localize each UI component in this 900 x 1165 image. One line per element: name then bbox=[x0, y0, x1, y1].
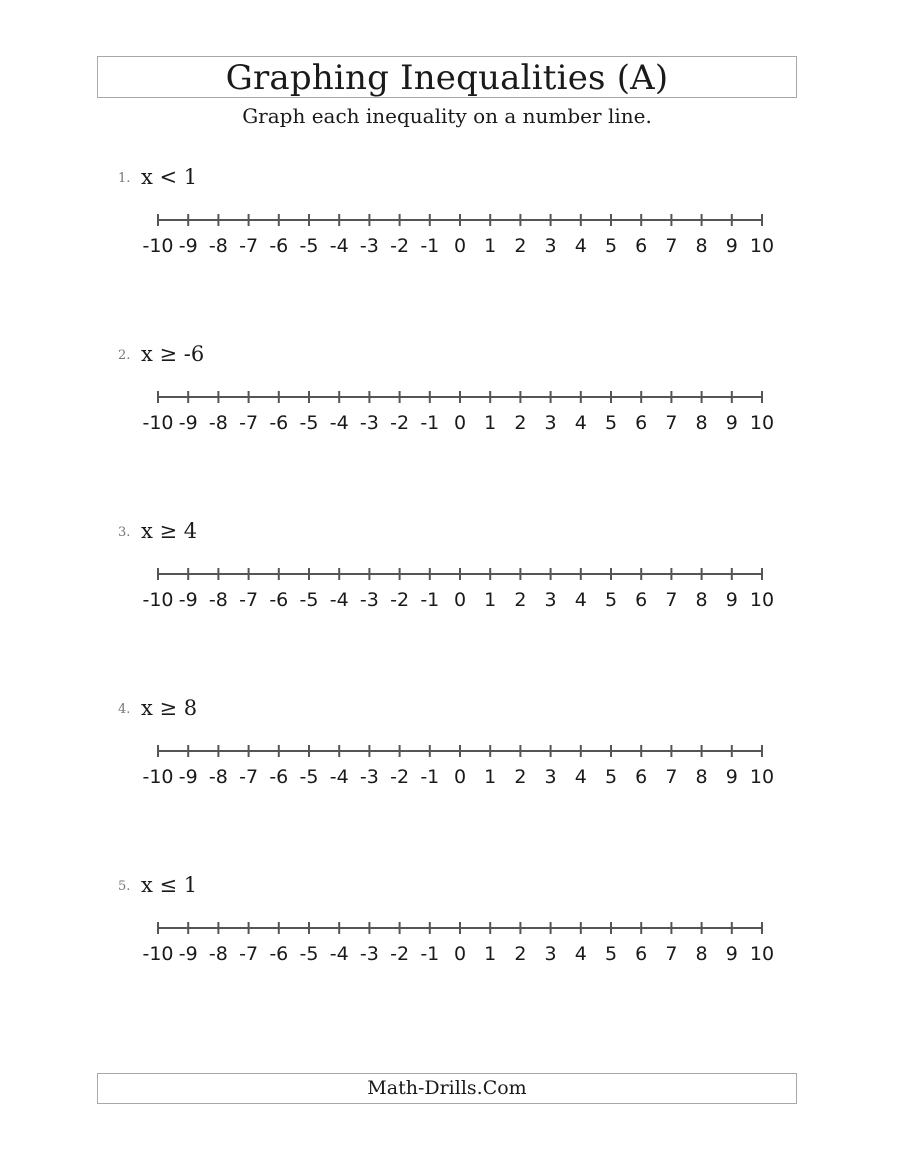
tick-label: -10 bbox=[142, 412, 174, 434]
tick-label: 3 bbox=[544, 766, 557, 788]
problem-number: 2. bbox=[118, 348, 131, 363]
inequality-expression: x ≤ 1 bbox=[141, 873, 198, 897]
number-line[interactable] bbox=[130, 735, 790, 795]
tick-label: -1 bbox=[420, 589, 440, 611]
tick-label: -9 bbox=[178, 589, 198, 611]
tick-label: 5 bbox=[604, 589, 618, 611]
footer-box bbox=[97, 1073, 797, 1104]
tick-label: -1 bbox=[420, 766, 440, 788]
worksheet-instructions: Graph each inequality on a number line. bbox=[242, 104, 652, 128]
tick-label: -7 bbox=[239, 766, 259, 788]
tick-label: 4 bbox=[574, 943, 587, 965]
tick-label: -7 bbox=[239, 589, 259, 611]
tick-label: 0 bbox=[453, 589, 467, 611]
tick-label: 4 bbox=[574, 235, 587, 257]
tick-label: -9 bbox=[178, 235, 198, 257]
tick-label: 10 bbox=[749, 412, 775, 434]
tick-label: -7 bbox=[239, 943, 259, 965]
tick-label: -8 bbox=[208, 589, 228, 611]
tick-label: -9 bbox=[178, 412, 198, 434]
tick-label: 2 bbox=[514, 766, 527, 788]
tick-label: 0 bbox=[453, 943, 467, 965]
tick-label: -6 bbox=[269, 412, 289, 434]
tick-label: -6 bbox=[269, 943, 289, 965]
tick-label: 10 bbox=[749, 235, 775, 257]
tick-label: 1 bbox=[484, 235, 497, 257]
problem-2 bbox=[0, 342, 900, 457]
title-box bbox=[97, 56, 797, 98]
tick-label: -4 bbox=[329, 412, 349, 434]
tick-label: 8 bbox=[695, 766, 708, 788]
tick-label: 5 bbox=[604, 412, 618, 434]
tick-label: 8 bbox=[695, 943, 708, 965]
tick-label: 2 bbox=[514, 235, 527, 257]
problem-4 bbox=[0, 696, 900, 811]
tick-label: -5 bbox=[299, 412, 319, 434]
tick-label: 0 bbox=[453, 766, 467, 788]
tick-label: -2 bbox=[390, 235, 410, 257]
tick-label: 3 bbox=[544, 235, 557, 257]
problem-3 bbox=[0, 519, 900, 634]
tick-label: -8 bbox=[208, 943, 228, 965]
number-line[interactable] bbox=[130, 381, 790, 441]
tick-label: -3 bbox=[359, 235, 379, 257]
tick-label: -2 bbox=[390, 766, 410, 788]
tick-label: -4 bbox=[329, 589, 349, 611]
tick-label: -1 bbox=[420, 943, 440, 965]
tick-label: -7 bbox=[239, 412, 259, 434]
tick-label: 1 bbox=[484, 943, 497, 965]
tick-label: 2 bbox=[514, 943, 527, 965]
tick-label: 7 bbox=[665, 235, 678, 257]
tick-label: -4 bbox=[329, 943, 349, 965]
tick-label: 1 bbox=[484, 589, 497, 611]
tick-label: 7 bbox=[665, 589, 678, 611]
tick-label: -10 bbox=[142, 235, 174, 257]
tick-label: -10 bbox=[142, 943, 174, 965]
tick-label: -3 bbox=[359, 766, 379, 788]
problem-number: 3. bbox=[118, 525, 131, 540]
tick-label: -6 bbox=[269, 766, 289, 788]
problem-number: 4. bbox=[118, 702, 131, 717]
inequality-expression: x ≥ -6 bbox=[141, 342, 205, 366]
tick-label: 3 bbox=[544, 943, 557, 965]
problem-number: 1. bbox=[118, 171, 131, 186]
tick-label: -10 bbox=[142, 589, 174, 611]
worksheet-title: Graphing Inequalities (A) bbox=[225, 58, 669, 98]
tick-label: 10 bbox=[749, 766, 775, 788]
tick-label: -5 bbox=[299, 235, 319, 257]
tick-label: 4 bbox=[574, 589, 587, 611]
number-line[interactable] bbox=[130, 912, 790, 972]
tick-label: 9 bbox=[725, 766, 738, 788]
tick-label: 10 bbox=[749, 589, 775, 611]
inequality-expression: x < 1 bbox=[141, 165, 198, 189]
tick-label: -2 bbox=[390, 589, 410, 611]
tick-label: 7 bbox=[665, 412, 678, 434]
problem-5 bbox=[0, 873, 900, 988]
number-line[interactable] bbox=[130, 204, 790, 264]
tick-label: 9 bbox=[725, 589, 738, 611]
inequality-expression: x ≥ 4 bbox=[141, 519, 198, 543]
tick-label: 5 bbox=[604, 943, 618, 965]
tick-label: 4 bbox=[574, 766, 587, 788]
tick-label: -1 bbox=[420, 412, 440, 434]
tick-label: -3 bbox=[359, 589, 379, 611]
tick-label: 2 bbox=[514, 412, 527, 434]
tick-label: -8 bbox=[208, 235, 228, 257]
tick-label: 8 bbox=[695, 412, 708, 434]
tick-label: -9 bbox=[178, 766, 198, 788]
tick-label: -7 bbox=[239, 235, 259, 257]
tick-label: -9 bbox=[178, 943, 198, 965]
problem-number: 5. bbox=[118, 879, 131, 894]
tick-label: 6 bbox=[635, 589, 648, 611]
tick-label: -6 bbox=[269, 589, 289, 611]
problem-1 bbox=[0, 165, 900, 280]
tick-label: -8 bbox=[208, 766, 228, 788]
tick-label: -6 bbox=[269, 235, 289, 257]
tick-label: 10 bbox=[749, 943, 775, 965]
tick-label: 6 bbox=[635, 943, 648, 965]
tick-label: -3 bbox=[359, 412, 379, 434]
tick-label: -3 bbox=[359, 943, 379, 965]
tick-label: 5 bbox=[604, 235, 618, 257]
tick-label: 1 bbox=[484, 412, 497, 434]
tick-label: 9 bbox=[725, 235, 738, 257]
tick-label: -2 bbox=[390, 943, 410, 965]
tick-label: -4 bbox=[329, 235, 349, 257]
tick-label: 9 bbox=[725, 943, 738, 965]
tick-label: 8 bbox=[695, 235, 708, 257]
tick-label: 7 bbox=[665, 766, 678, 788]
tick-label: 8 bbox=[695, 589, 708, 611]
tick-label: 3 bbox=[544, 589, 557, 611]
tick-label: 7 bbox=[665, 943, 678, 965]
number-line[interactable] bbox=[130, 558, 790, 618]
tick-label: 6 bbox=[635, 235, 648, 257]
tick-label: -8 bbox=[208, 412, 228, 434]
footer-brand: Math-Drills.Com bbox=[367, 1077, 527, 1099]
tick-label: 2 bbox=[514, 589, 527, 611]
tick-label: 0 bbox=[453, 235, 467, 257]
tick-label: 1 bbox=[484, 766, 497, 788]
tick-label: 9 bbox=[725, 412, 738, 434]
inequality-expression: x ≥ 8 bbox=[141, 696, 198, 720]
tick-label: -5 bbox=[299, 943, 319, 965]
tick-label: -10 bbox=[142, 766, 174, 788]
tick-label: -5 bbox=[299, 589, 319, 611]
tick-label: 0 bbox=[453, 412, 467, 434]
tick-label: 6 bbox=[635, 766, 648, 788]
tick-label: 5 bbox=[604, 766, 618, 788]
tick-label: 6 bbox=[635, 412, 648, 434]
tick-label: -4 bbox=[329, 766, 349, 788]
tick-label: 4 bbox=[574, 412, 587, 434]
tick-label: 3 bbox=[544, 412, 557, 434]
tick-label: -5 bbox=[299, 766, 319, 788]
tick-label: -1 bbox=[420, 235, 440, 257]
tick-label: -2 bbox=[390, 412, 410, 434]
